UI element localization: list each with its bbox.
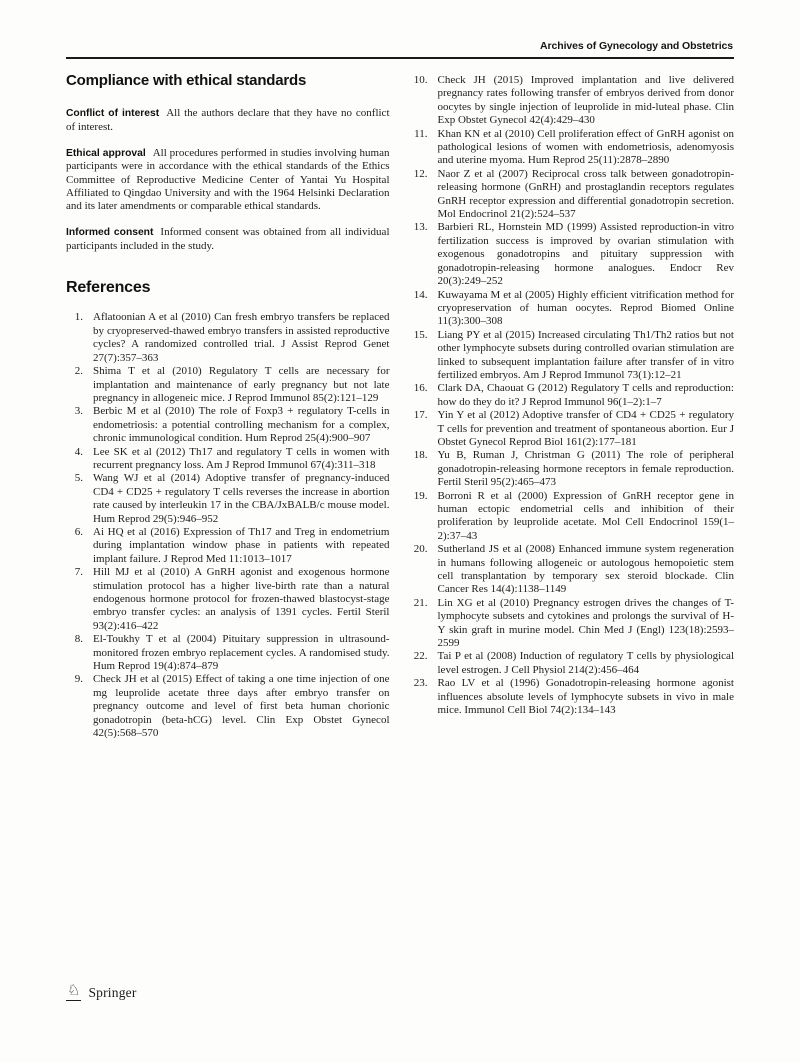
- reference-item: [411, 221, 735, 288]
- reference-item: [66, 566, 390, 633]
- compliance-paragraph: [66, 226, 390, 253]
- reference-text: Lee SK et al (2012) Th17 and regulatory T cells in women with recurrent pregnancy loss. Am J Reprod Immunol 67(4):311–318: [93, 445, 390, 471]
- reference-text: Kuwayama M et al (2005) Highly efficient vitrification method for cryopreservation of human oocytes. Reprod Biomed Online 11(3):300–308: [437, 288, 734, 328]
- paragraph-label: Conflict of interest: [66, 108, 160, 120]
- reference-item: [411, 168, 735, 222]
- header-divider-rule: [66, 57, 734, 59]
- reference-number: 1.: [74, 311, 83, 324]
- reference-number: 20.: [413, 543, 428, 556]
- reference-text: Lin XG et al (2010) Pregnancy estrogen drives the changes of T-lymphocyte subsets and cytokines and prolongs the survival of H-Y skin graft in murine model. Chin Med J (Engl) 123(18):2593–2599: [437, 596, 734, 650]
- reference-number: 17.: [413, 409, 428, 422]
- reference-text: Khan KN et al (2010) Cell proliferation effect of GnRH agonist on pathological lesions of women with endometriosis, adenomyosis and uterine myoma. Hum Reprod 25(11):2878–2890: [437, 127, 734, 167]
- reference-item: [411, 409, 735, 449]
- reference-text: Sutherland JS et al (2008) Enhanced immune system regeneration in humans following allogeneic or autologous hemopoietic stem cell transplantation by temporary sex steroid blockade. Clin Cancer Res 14(4):1138–1149: [437, 543, 734, 596]
- reference-number: 10.: [413, 74, 428, 86]
- reference-number: 13.: [413, 221, 428, 234]
- reference-item: [66, 472, 390, 526]
- reference-text: Yin Y et al (2012) Adoptive transfer of CD4 + CD25 + regulatory T cells for prevention and treatment of spontaneous abortion. Eur J Obstet Gynecol Reprod Biol 161(2):177–181: [437, 409, 734, 448]
- reference-item: [411, 597, 735, 651]
- reference-text: Rao LV et al (1996) Gonadotropin-releasing hormone agonist influences absolute levels of lymphocyte subsets in vivo in male mice. Immunol Cell Biol 74(2):134–143: [437, 677, 734, 717]
- reference-text: Clark DA, Chaouat G (2012) Regulatory T cells and reproduction: how do they do it? J Reprod Immunol 96(1–2):1–7: [437, 382, 734, 408]
- reference-number: 11.: [414, 127, 428, 140]
- reference-text: Barbieri RL, Hornstein MD (1999) Assisted reproduction-in vitro fertilization success is improved by ovarian stimulation with exogenous gonadotropins and pituitary suppression with gonadotropin-releasing hormone analogues. Endocr Rev 20(3):249–252: [437, 221, 734, 288]
- paragraph-label: Ethical approval: [66, 147, 146, 159]
- reference-text: Liang PY et al (2015) Increased circulating Th1/Th2 ratios but not other lymphocyte subsets during controlled ovarian stimulation are linked to subsequent implantation failure after transfer of in vitro fertilized embryos. Am J Reprod Immunol 73(1):12–21: [437, 328, 734, 381]
- reference-item: [411, 650, 735, 677]
- reference-number: 7.: [74, 566, 83, 579]
- compliance-paragraphs: [66, 107, 390, 253]
- reference-number: 18.: [413, 449, 428, 462]
- reference-number: 14.: [413, 288, 428, 301]
- reference-item: [411, 128, 735, 168]
- paragraph-text: All the authors declare that they have no conflict of interest.: [66, 107, 390, 133]
- reference-text: El-Toukhy T et al (2004) Pituitary suppression in ultrasound-monitored frozen embryo replacement cycles. A randomised study. Hum Reprod 19(4):874–879: [93, 633, 390, 673]
- reference-item: [66, 405, 390, 445]
- reference-text: Tai P et al (2008) Induction of regulatory T cells by physiological level estrogen. J Cell Physiol 214(2):456–464: [437, 650, 734, 676]
- reference-number: 23.: [413, 677, 428, 690]
- reference-text: Yu B, Ruman J, Christman G (2011) The role of peripheral gonadotropin-releasing hormone receptors in female reproduction. Fertil Steril 95(2):465–473: [437, 449, 734, 489]
- reference-number: 22.: [413, 650, 428, 663]
- reference-text: Shima T et al (2010) Regulatory T cells are necessary for implantation and maintenance of early pregnancy but not late pregnancy in allogeneic mice. J Reprod Immunol 85(2):121–129: [93, 365, 390, 404]
- reference-item: [411, 449, 735, 489]
- reference-item: [66, 311, 390, 365]
- reference-item: [411, 289, 735, 329]
- reference-item: [411, 74, 735, 128]
- paragraph-text: All procedures performed in studies involving human participants were in accordance with the ethical standards of the Ethics Committee of Reproductive Medicine Center of Yantai Yu Hospital Affiliated to Qingdao University and with the 1964 Helsinki Declaration and its later amendments or comparable ethical standards.: [66, 146, 390, 213]
- reference-text: Aflatoonian A et al (2010) Can fresh embryo transfers be replaced by cryopreserved-thawed embryo transfers in assisted reproductive cycles? A randomized controlled trial. J Assist Reprod Genet 27(7):357–363: [93, 311, 390, 364]
- publisher-name: Springer: [88, 984, 137, 1000]
- reference-number: 15.: [413, 328, 428, 341]
- paragraph-text: Informed consent was obtained from all individual participants included in the study.: [66, 226, 390, 252]
- reference-item: [411, 677, 735, 717]
- compliance-paragraph: [66, 147, 390, 214]
- reference-number: 3.: [74, 405, 83, 418]
- reference-item: [66, 673, 390, 740]
- publisher-footer: [66, 984, 137, 1001]
- reference-number: 8.: [74, 633, 83, 646]
- reference-text: Berbic M et al (2010) The role of Foxp3 + regulatory T-cells in endometriosis: a potential controlling mechanism for a complex, chronic immunological condition. Hum Reprod 25(4):900–907: [93, 405, 390, 445]
- reference-item: [66, 526, 390, 566]
- reference-item: [411, 490, 735, 544]
- reference-text: Naor Z et al (2007) Reciprocal cross talk between gonadotropin-releasing hormone (GnRH) and prostaglandin receptors regulates GnRH receptor expression and differential gonadotropin secretion. Mol Endocrinol 21(2):524–537: [437, 167, 734, 221]
- reference-text: Hill MJ et al (2010) A GnRH agonist and exogenous hormone stimulation protocol has a higher live-birth rate than a natural endogenous hormone protocol for frozen-thawed blastocyst-stage embryo transfer cycles: an analysis of 1391 cycles. Fertil Steril 93(2):416–422: [93, 566, 390, 632]
- reference-number: 2.: [74, 365, 83, 378]
- paragraph-label: Informed consent: [66, 227, 154, 239]
- reference-number: 12.: [413, 167, 428, 180]
- compliance-section-title: Compliance with ethical standards: [66, 72, 307, 89]
- reference-item: [66, 633, 390, 673]
- article-body: [66, 74, 734, 750]
- reference-item: [66, 446, 390, 473]
- reference-item: [411, 329, 735, 383]
- reference-number: 6.: [74, 525, 83, 538]
- reference-item: [66, 365, 390, 405]
- compliance-paragraph: [66, 107, 390, 134]
- reference-number: 16.: [413, 382, 428, 395]
- reference-number: 5.: [74, 472, 83, 485]
- springer-horse-icon: ♘: [67, 983, 81, 999]
- reference-text: Borroni R et al (2000) Expression of GnRH receptor gene in human ectopic endometrial cells and inhibition of their proliferation by leuprolide acetate. Mol Cell Endocrinol 159(1–2):37–43: [437, 489, 734, 542]
- reference-text: Ai HQ et al (2016) Expression of Th17 and Treg in endometrium during implantation window phase in patients with repeated implant failure. J Reprod Med 11:1013–1017: [93, 525, 390, 565]
- reference-text: Check JH et al (2015) Effect of taking a one time injection of one mg leuprolide acetate three days after embryo transfer on pregnancy outcome and level of first beta human chorionic gonadotropin (beta-hCG) level. Clin Exp Obstet Gynecol 42(5):568–570: [93, 673, 390, 740]
- reference-item: [411, 543, 735, 597]
- references-section-title: References: [66, 279, 151, 297]
- compliance-section: [66, 74, 390, 253]
- reference-item: [411, 382, 735, 409]
- reference-number: 9.: [74, 673, 83, 686]
- reference-number: 21.: [413, 596, 428, 609]
- reference-text: Wang WJ et al (2014) Adoptive transfer of pregnancy-induced CD4 + CD25 + regulatory T cells reverses the increase in abortion rate caused by interleukin 17 in the CBA/JxBALB/c mouse model. Hum Reprod 29(5):946–952: [93, 472, 390, 525]
- reference-number: 4.: [74, 445, 83, 458]
- reference-number: 19.: [413, 489, 428, 502]
- reference-text: Check JH (2015) Improved implantation and live delivered pregnancy rates following transfer of embryos derived from donor oocytes by single injection of leuprolide in mid-luteal phase. Clin Exp Obstet Gynecol 42(4):429–430: [437, 74, 734, 127]
- journal-name-header: Archives of Gynecology and Obstetrics: [540, 40, 733, 52]
